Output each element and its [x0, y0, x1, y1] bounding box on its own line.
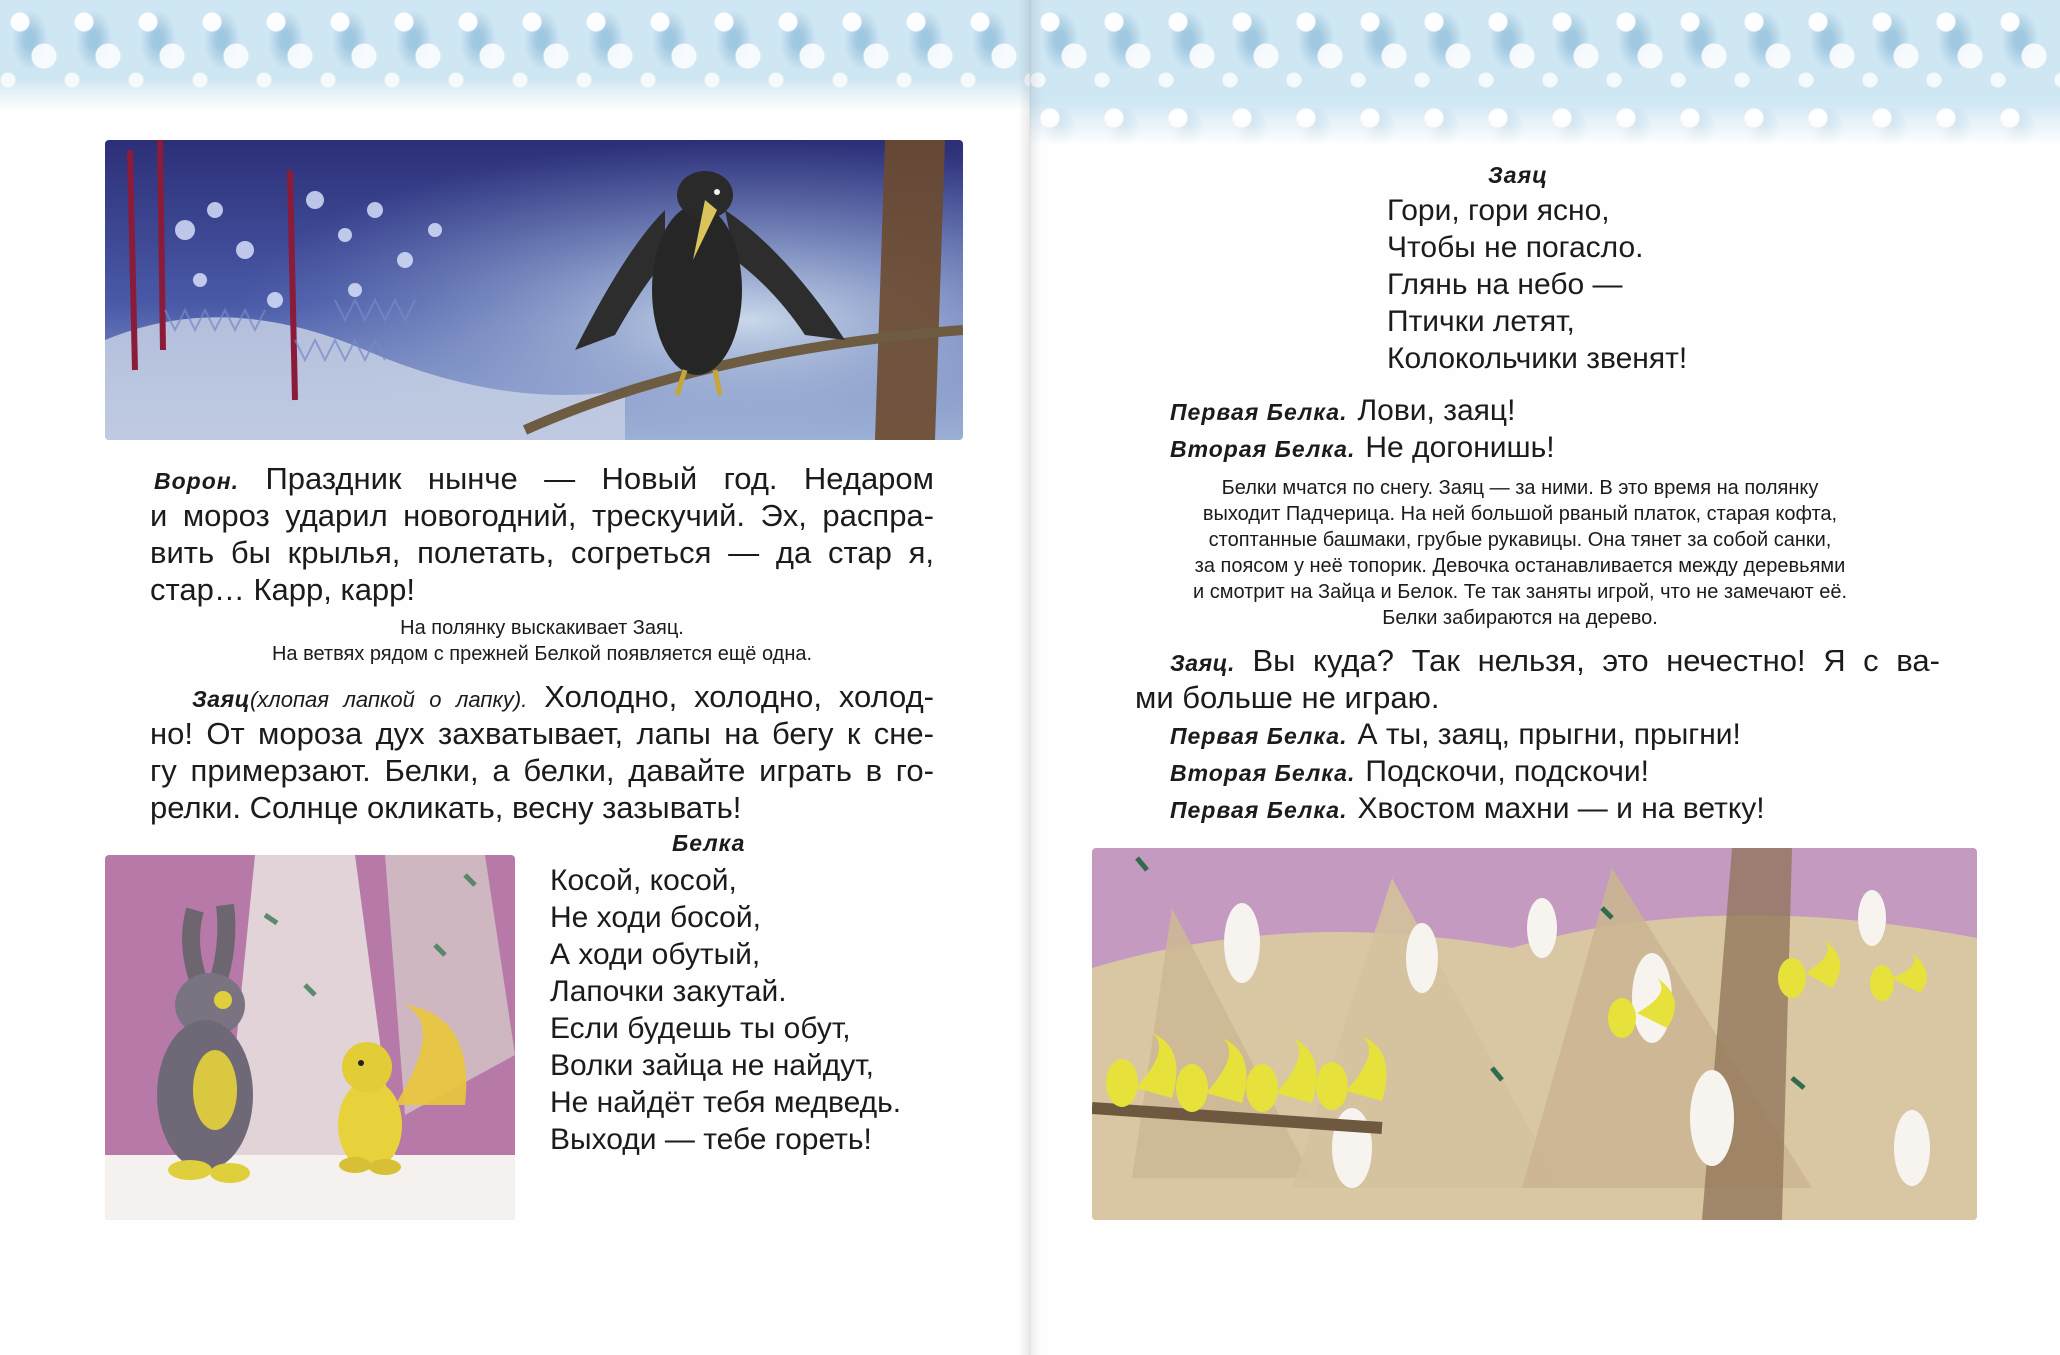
frost-ornament-border [0, 0, 1030, 110]
hare-speech-text-4: релки. Солнце окликать, весну зазывать! [150, 790, 742, 825]
speaker-second-squirrel: Вторая Белка. [1170, 436, 1356, 462]
hare-song-line-3: Глянь на небо — [1387, 268, 1623, 301]
stage-direction-1-line-1: На полянку выскакивает Заяц. [400, 617, 684, 639]
dialogue-2-line-1 [1170, 716, 1741, 755]
crow-speech-text-2: и мороз ударил новогодний, трескучий. Эх, распра- [150, 498, 934, 533]
hare-squirrel-illustration [105, 855, 515, 1220]
hare-speech-line-1 [192, 678, 934, 718]
hare-speech-2-text-1: Вы куда? Так нельзя, это нечестно! Я с ва- [1252, 643, 1940, 678]
dialogue-2-text-3: Хвостом махни — и на ветку! [1357, 792, 1765, 825]
hare-song-line-1: Гори, гори ясно, [1387, 194, 1610, 227]
stage-direction-2-line-3: стоптанные башмаки, грубые рукавицы. Она тянет за собой санки, [1208, 529, 1832, 551]
speaker-first-squirrel-3: Первая Белка. [1170, 797, 1348, 823]
stage-direction-1 [150, 615, 934, 667]
hare-song-speaker: Заяц [1488, 162, 1548, 188]
squirrel-song-line-4: Лапочки закутай. [550, 975, 787, 1008]
dialogue-2-line-3 [1170, 790, 1765, 829]
squirrel-song-speaker: Белка [672, 830, 746, 856]
hare-song-line-4: Птички летят, [1387, 305, 1575, 338]
crow-speech-line-1 [154, 460, 934, 500]
crow-speech-text-3: вить бы крылья, полетать, согреться — да стар я, [150, 535, 934, 570]
hare-song [1387, 192, 1687, 377]
hare-song-line-2: Чтобы не погасло. [1387, 231, 1644, 264]
squirrel-song-line-1: Косой, косой, [550, 864, 737, 897]
squirrel-song-line-2: Не ходи босой, [550, 901, 761, 934]
squirrel-song [550, 862, 901, 1158]
squirrel-song-line-7: Не найдёт тебя медведь. [550, 1086, 902, 1119]
dialogue-1-text-1: Лови, заяц! [1357, 394, 1516, 427]
speaker-hare: Заяц [192, 686, 250, 712]
speaker-first-squirrel: Первая Белка. [1170, 399, 1348, 425]
squirrel-song-line-3: А ходи обутый, [550, 938, 761, 971]
hare-speech-text-3: гу примерзают. Белки, а белки, давайте играть в го- [150, 753, 934, 788]
speaker-second-squirrel-2: Вторая Белка. [1170, 760, 1356, 786]
stage-direction-1-line-2: На ветвях рядом с прежней Белкой появляется ещё одна. [271, 643, 813, 665]
squirrels-tree-scene-svg [1092, 848, 1977, 1220]
dialogue-2-line-2 [1170, 753, 1649, 792]
speaker-crow: Ворон. [154, 468, 240, 494]
hare-speech-line-3 [150, 752, 934, 789]
hare-speech-text-2: но! От мороза дух захватывает, лапы на бегу к сне- [150, 716, 934, 751]
dialogue-1-text-2: Не догонишь! [1365, 431, 1555, 464]
crow-speech-line-2 [150, 497, 934, 534]
crow-speech-text-4: стар… Карр, карр! [150, 572, 416, 607]
hare-speech-2-line-2 [1135, 679, 1940, 716]
speaker-hare-2: Заяц. [1170, 650, 1235, 676]
speaker-first-squirrel-2: Первая Белка. [1170, 723, 1348, 749]
squirrel-song-line-5: Если будешь ты обут, [550, 1012, 851, 1045]
crow-speech-line-3 [150, 534, 934, 571]
stage-direction-2 [1120, 475, 1920, 631]
hare-remark: (хлопая лапкой о лапку). [249, 687, 528, 712]
dialogue-1-line-2 [1170, 429, 1555, 468]
crow-illustration [105, 140, 963, 440]
dialogue-2-text-1: А ты, заяц, прыгни, прыгни! [1357, 718, 1741, 751]
hare-speech-2-line-1 [1170, 642, 1940, 682]
hare-speech-text-1: Холодно, холодно, холод- [544, 679, 934, 714]
stage-direction-2-line-5: и смотрит на Зайца и Белок. Те так заняты игрой, что не замечают её. [1192, 581, 1848, 603]
squirrels-tree-illustration [1092, 848, 1977, 1220]
frost-ornament-border-right [1030, 0, 2060, 145]
squirrel-song-line-8: Выходи — тебе гореть! [550, 1123, 872, 1156]
stage-direction-2-line-1: Белки мчатся по снегу. Заяц — за ними. В это время на полянку [1221, 477, 1819, 499]
stage-direction-2-line-2: выходит Падчерица. На ней большой рваный платок, старая кофта, [1202, 503, 1838, 525]
crow-speech-text-1: Праздник нынче — Новый год. Недаром [265, 461, 934, 496]
crow-scene-svg [105, 140, 963, 440]
hare-speech-line-4 [150, 789, 934, 826]
stage-direction-2-line-6: Белки забираются на дерево. [1382, 607, 1658, 629]
book-spine-shadow [1018, 0, 1042, 1355]
stage-direction-2-line-4: за поясом у неё топорик. Девочка останавливается между деревьями [1194, 555, 1846, 577]
hare-speech-2-text-2: ми больше не играю. [1135, 680, 1440, 715]
hare-song-line-5: Колокольчики звенят! [1387, 342, 1688, 375]
dialogue-1-line-1 [1170, 392, 1515, 431]
right-page [1030, 0, 2060, 1355]
crow-speech-line-4 [150, 571, 934, 608]
dialogue-2-text-2: Подскочи, подскочи! [1365, 755, 1649, 788]
squirrel-song-line-6: Волки зайца не найдут, [550, 1049, 875, 1082]
hare-squirrel-scene-svg [105, 855, 515, 1220]
hare-speech-line-2 [150, 715, 934, 752]
